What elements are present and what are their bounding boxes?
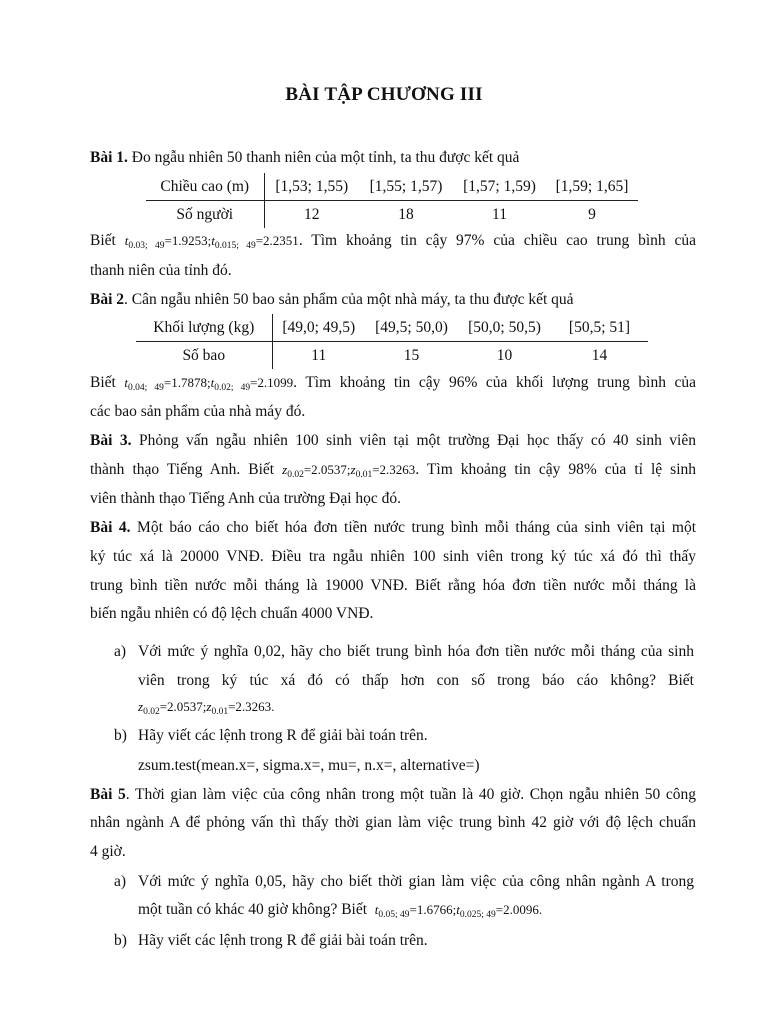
bai1-table-header: Chiều cao (m) — [146, 173, 264, 201]
bai1-question-line1 — [90, 231, 696, 256]
bai1-interval: [1,57; 1,59) — [453, 173, 546, 201]
bai2-label: Bài 2 — [90, 291, 125, 308]
bai5-b-label: b) — [114, 932, 127, 949]
bai4-r-code: zsum.test(mean.x=, sigma.x=, mu=, n.x=, alternative=) — [138, 757, 480, 774]
bai1-table — [146, 173, 638, 228]
bai2-interval: [50,5; 51] — [551, 314, 648, 342]
bai1-table-row-label: Số người — [146, 201, 264, 229]
bai2-question-line2: các bao sản phẩm của nhà máy đó. — [90, 403, 306, 420]
bai4-text1: Một báo cáo cho biết hóa đơn tiền nước trung bình mỗi tháng của sinh viên tại một — [137, 519, 697, 536]
bai5-a-label: a) — [114, 873, 127, 890]
bai2-count: 14 — [591, 346, 608, 364]
bai3-text1: Phỏng vấn ngẫu nhiên 100 sinh viên tại một trường Đại học thấy có 40 sinh viên — [138, 432, 696, 449]
bai3-line2 — [90, 460, 696, 485]
bai3-text3: . Tìm khoảng tin cậy 98% của tỉ lệ sinh — [415, 461, 696, 478]
bai1-question-text: . Tìm khoảng tin cậy 97% của chiều cao trung bình của — [298, 232, 697, 249]
bai3-line3: viên thành thạo Tiếng Anh của trường Đại học đó. — [90, 490, 402, 507]
bai2-biet: Biết — [90, 374, 116, 391]
bai4-b-label: b) — [114, 727, 127, 744]
bai2-table-header: Khối lượng (kg) — [136, 314, 272, 342]
bai3-text2: thành thạo Tiếng Anh. Biết — [90, 461, 275, 478]
bai5-b-line1: Hãy viết các lệnh trong R để giải bài toán trên. — [138, 932, 428, 949]
page-title: BÀI TẬP CHƯƠNG III — [285, 84, 483, 105]
bai1-interval: [1,53; 1,55) — [264, 173, 359, 201]
bai1-t1-formula: $t_{0.03; 49}=1.9253;t_{0.015; 49}=2.2351$ — [124, 233, 299, 251]
bai2-interval: [49,0; 49,5) — [272, 314, 365, 342]
bai5-line3: 4 giờ. — [90, 843, 126, 860]
bai5-label: Bài 5 — [90, 786, 126, 803]
bai1-intro: Đo ngẫu nhiên 50 thanh niên của một tỉnh, ta thu được kết quả — [131, 149, 520, 166]
bai1-interval: [1,55; 1,57) — [359, 173, 453, 201]
bai2-t-formula: $t_{0.04; 49}=1.7878;t_{0.02; 49}=2.1099$ — [124, 375, 294, 393]
bai1-count: 11 — [492, 205, 507, 223]
bai1-count: 18 — [398, 205, 414, 223]
bai1-question-line2: thanh niên của tỉnh đó. — [90, 262, 232, 279]
bai3-z-formula: $z_{0.02}=2.0537;z_{0.01}=2.3263$ — [282, 462, 416, 480]
bai4-b-line1: Hãy viết các lệnh trong R để giải bài toán trên. — [138, 727, 428, 744]
bai1-count: 9 — [588, 205, 596, 223]
bai1-interval: [1,59; 1,65] — [546, 173, 638, 201]
bai4-a-label: a) — [114, 643, 127, 660]
bai4-line2: ký túc xá là 20000 VNĐ. Điều tra ngẫu nhiên 100 sinh viên trong ký túc xá đó thì thấy — [90, 548, 696, 565]
bai2-interval: [49,5; 50,0) — [365, 314, 458, 342]
bai5-line2: nhân ngành A để phỏng vấn thì thấy thời gian làm việc trung bình 42 giờ với độ lệch chuẩn — [90, 814, 696, 831]
bai4-a-line2: viên trong ký túc xá đó có thấp hơn con số trong báo cáo không? Biết — [138, 672, 694, 689]
bai4-a-line1: Với mức ý nghĩa 0,02, hãy cho biết trung bình hóa đơn tiền nước mỗi tháng của sinh — [138, 643, 694, 660]
bai2-count: 11 — [311, 346, 327, 364]
bai5-line1 — [90, 785, 696, 805]
bai2-count: 15 — [403, 346, 420, 364]
bai1-biet: Biết — [90, 232, 116, 249]
bai4-line1 — [90, 518, 696, 538]
bai2-count: 10 — [496, 346, 513, 364]
bai2-interval: [50,0; 50,5) — [458, 314, 551, 342]
bai1-label: Bài 1. — [90, 149, 128, 166]
bai4-label: Bài 4. — [90, 519, 131, 536]
bai1-intro-line — [90, 148, 696, 168]
bai3-label: Bài 3. — [90, 432, 132, 449]
bai2-intro: . Cân ngẫu nhiên 50 bao sản phẩm của một nhà máy, ta thu được kết quả — [124, 291, 574, 308]
bai5-a-line2 — [138, 900, 694, 925]
bai5-text1: . Thời gian làm việc của công nhân trong một tuần là 40 giờ. Chọn ngẫu nhiên 50 công — [125, 786, 696, 803]
bai2-intro-line — [90, 290, 696, 310]
bai4-line4: biến ngẫu nhiên có độ lệch chuẩn 4000 VNĐ. — [90, 605, 374, 622]
bai4-line3: trung bình tiền nước mỗi tháng là 19000 VNĐ. Biết rằng hóa đơn tiền nước mỗi tháng là — [90, 577, 696, 594]
bai5-t-formula: $t_{0.05; 49}=1.6766;t_{0.025; 49}=2.0096$. — [374, 902, 543, 920]
bai5-a-text2: một tuần có khác 40 giờ không? Biết — [138, 901, 368, 918]
bai2-question-text: . Tìm khoảng tin cậy 96% của khối lượng trung bình của — [293, 374, 697, 391]
bai1-count: 12 — [304, 205, 320, 223]
bai2-table-row-label: Số bao — [136, 342, 272, 370]
bai4-z-formula: $z_{0.02}=2.0537;z_{0.01}=2.3263$. — [138, 699, 275, 717]
bai5-a-line1: Với mức ý nghĩa 0,05, hãy cho biết thời gian làm việc của công nhân ngành A trong — [138, 873, 694, 890]
bai2-question-line1 — [90, 373, 696, 398]
bai2-table — [136, 314, 648, 369]
bai3-line1 — [90, 431, 696, 451]
